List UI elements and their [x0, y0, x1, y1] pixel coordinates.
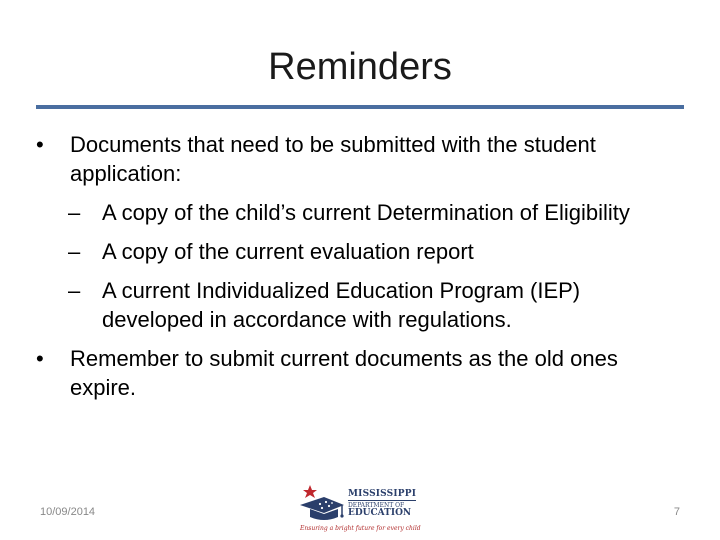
- sub-bullet-marker: –: [68, 278, 81, 303]
- bullet-marker: •: [36, 132, 44, 157]
- sub-bullet-marker: –: [68, 200, 81, 225]
- sub-bullet-marker: –: [68, 239, 81, 264]
- sub-bullet-item: [36, 276, 676, 334]
- footer-date: 10/09/2014: [40, 506, 96, 518]
- page-number: 7: [673, 506, 680, 518]
- star-mortarboard-icon: [296, 483, 346, 527]
- bullet-item: [36, 344, 676, 402]
- title-divider: [36, 105, 684, 109]
- bullet-list: [36, 130, 676, 412]
- sub-bullet-item: [36, 198, 676, 227]
- sub-bullet-text: A current Individualized Education Program (IEP) developed in accordance with regulations.: [102, 278, 581, 332]
- bullet-text: Documents that need to be submitted with the student application:: [70, 132, 596, 186]
- sub-bullet-item: [36, 237, 676, 266]
- bullet-text: Remember to submit current documents as the old ones expire.: [70, 346, 618, 400]
- logo-wordmark: MISSISSIPPI DEPARTMENT OF EDUCATION: [348, 489, 417, 518]
- slide-title: Reminders: [268, 46, 452, 88]
- sub-bullet-text: A copy of the child’s current Determination of Eligibility: [102, 200, 630, 225]
- sub-bullet-text: A copy of the current evaluation report: [102, 239, 474, 264]
- bullet-marker: •: [36, 346, 44, 371]
- mde-logo: [296, 483, 426, 535]
- bullet-item: [36, 130, 676, 188]
- logo-tagline: Ensuring a bright future for every child: [300, 525, 421, 532]
